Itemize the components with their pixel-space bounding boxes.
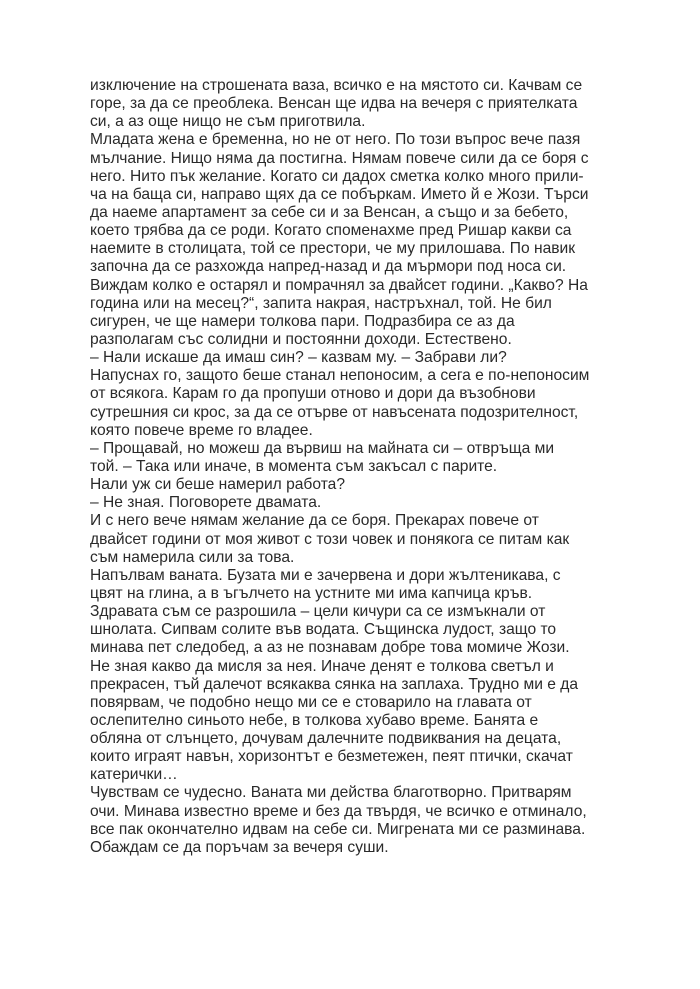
text-line: И с него вече нямам желание да се боря. Прекарах повече от xyxy=(90,512,539,530)
text-line: все пак окончателно идвам на себе си. Мигрената ми се разминава. xyxy=(90,820,586,838)
text-line: минава пет следобед, а аз не познавам добре това момиче Жози. xyxy=(90,639,570,657)
text-line: Здравата съм се разрошила – цели кичури са се измъкнали от xyxy=(90,603,546,621)
text-line: съм намерила сили за това. xyxy=(90,548,295,566)
text-line: започна да се разхожда напред-назад и да мърмори под носа си. xyxy=(90,258,567,276)
text-line: да наеме апартамент за себе си и за Венсан, а също и за бебето, xyxy=(90,203,569,221)
text-line: Обаждам се да поръчам за вечеря суши. xyxy=(90,838,389,856)
text-line: ослепително синьото небе, в толкова хубаво време. Банята е xyxy=(90,711,539,729)
text-line: – Не зная. Поговорете двамата. xyxy=(90,494,322,512)
text-line: наемите в столицата, той се престори, че му прилошава. По навик xyxy=(90,240,576,258)
text-line: сигурен, че ще намери толкова пари. Подразбира се аз да xyxy=(90,312,515,330)
text-line: година или на месец?“, запита накрая, настръхнал, той. Не бил xyxy=(90,294,552,312)
text-line: – Прощавай, но можеш да вървиш на майната си – отвръща ми xyxy=(90,439,555,457)
text-line: Напълвам ваната. Бузата ми е зачервена и дори жълтеникава, с xyxy=(90,566,561,584)
text-line: изключение на строшената ваза, всичко е на мястото си. Качвам се xyxy=(90,77,583,94)
text-line: горе, за да се преоблека. Венсан ще идва на вечеря с приятелката xyxy=(90,95,578,113)
body-text xyxy=(90,77,630,857)
text-line: сутрешния си крос, за да се отърве от навъсената подозрителност, xyxy=(90,403,579,421)
text-line: цвят на глина, а в ъгълчето на устните ми има капчица кръв. xyxy=(90,584,533,602)
text-line: шнолата. Сипвам солите във водата. Същинска лудост, защо то xyxy=(90,621,557,639)
text-line: мълчание. Нищо няма да постигна. Нямам повече сили да се боря с xyxy=(90,149,589,167)
text-line: двайсет години от моя живот с този човек и понякога се питам как xyxy=(90,530,570,548)
text-line: прекрасен, тъй далечот всякаква сянка на заплаха. Трудно ми е да xyxy=(90,675,579,693)
text-line: Напуснах го, защото беше станал непоносим, а сега е по-непоносим xyxy=(90,367,590,385)
text-line: Нали уж си беше намерил работа? xyxy=(90,476,346,494)
text-line: което трябва да се роди. Когато споменахме пред Ришар какви са xyxy=(90,222,572,240)
text-line: очи. Минава известно време и без да твърдя, че всичко е отминало, xyxy=(90,802,587,820)
text-line: Не зная какво да мисля за нея. Иначе денят е толкова светъл и xyxy=(90,657,554,675)
text-line: ча на баща си, направо щях да се побъркам. Името й е Жози. Търси xyxy=(90,185,589,203)
text-line: – Нали искаше да имаш син? – казвам му. – Забрави ли? xyxy=(90,349,507,367)
text-line: които играят навън, хоризонтът е безметежен, пеят птички, скачат xyxy=(90,748,573,766)
text-line: него. Нито пък желание. Когато си дадох сметка колко много прили- xyxy=(90,167,584,185)
text-line: от всякога. Карам го да пропуши отново и дори да възобнови xyxy=(90,385,536,403)
text-line: която повече време го владее. xyxy=(90,421,313,439)
text-line: Виждам колко е остарял и помрачнял за двайсет години. „Какво? На xyxy=(90,276,588,294)
text-line: си, а аз още нищо не съм приготвила. xyxy=(90,113,366,131)
text-line: разполагам със солидни и постоянни доходи. Естествено. xyxy=(90,330,512,348)
text-line: той. – Така или иначе, в момента съм закъсал с парите. xyxy=(90,457,498,475)
text-line: Чувствам се чудесно. Ваната ми действа благотворно. Притварям xyxy=(90,784,572,802)
text-line: повярвам, че подобно нещо ми се е стоварило на главата от xyxy=(90,693,532,711)
text-line: Младата жена е бременна, но не от него. По този въпрос вече пазя xyxy=(90,131,581,149)
text-line: обляна от слънцето, дочувам далечните подвиквания на децата, xyxy=(90,730,562,748)
text-line: катерички… xyxy=(90,766,178,784)
